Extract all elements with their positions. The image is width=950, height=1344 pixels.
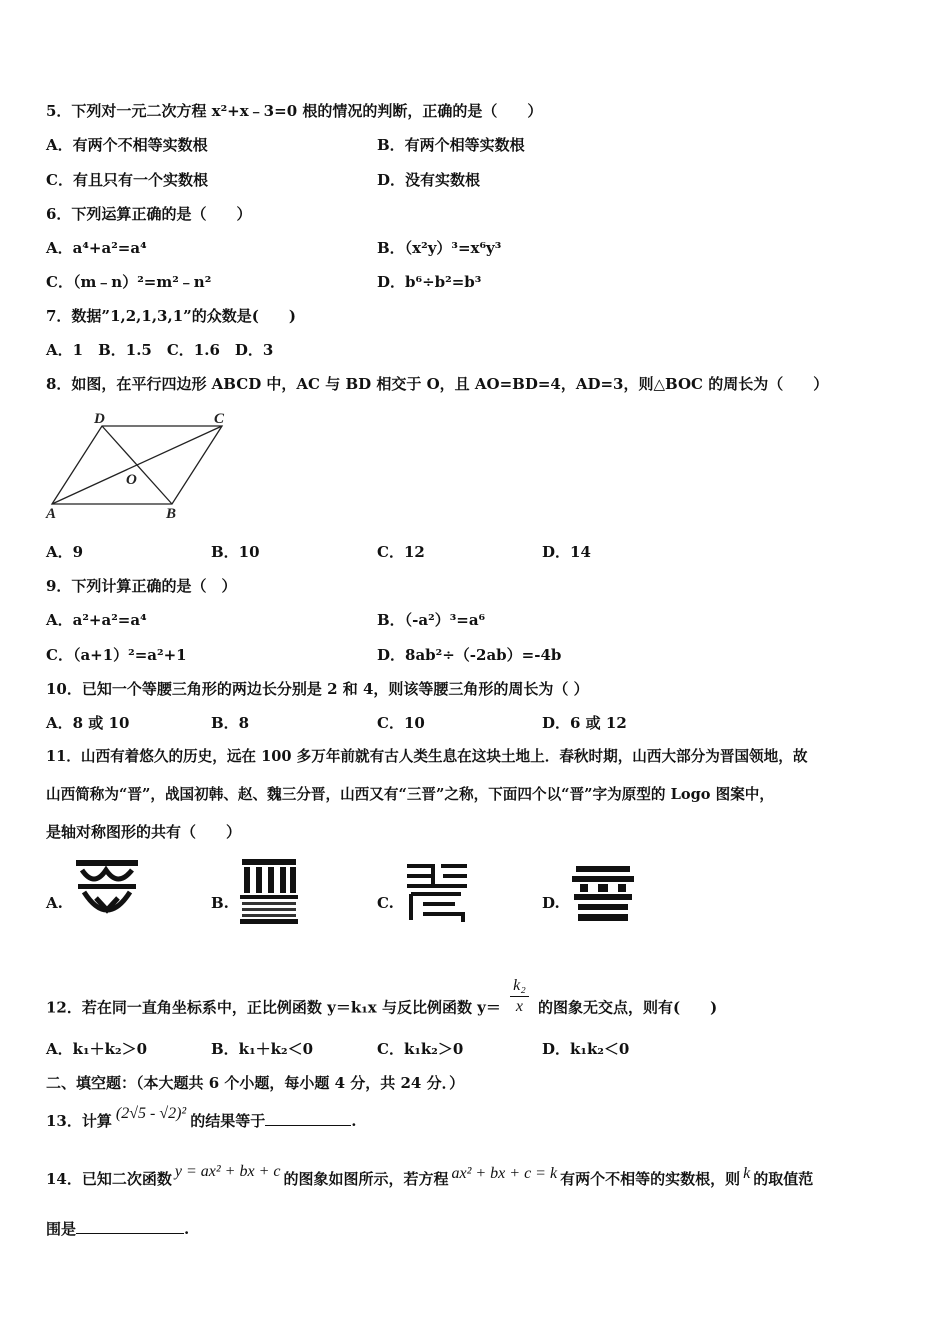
q11-line2: 山西简称为“晋”，战国初韩、赵、魏三分晋，山西又有“三晋”之称，下面四个以“晋”字为原型的 Logo 图案中， — [46, 786, 774, 803]
q5-stem: 5．下列对一元二次方程 x²+x﹣3=0 根的情况的判断，正确的是（ ） — [46, 102, 543, 120]
q8-option-d: D．14 — [542, 543, 591, 561]
q12-stem-post: 的图象无交点，则有( ) — [538, 998, 718, 1017]
q11-option-b: B. — [211, 894, 229, 912]
q14-pre: 14．已知二次函数 — [46, 1170, 172, 1188]
q6-option-b: B．（x²y）³=x⁶y³ — [377, 239, 502, 257]
q11-line1: 11．山西有着悠久的历史，远在 100 多万年前就有古人类生息在这块土地上．春秋时期，山西大部分为晋国领地，故 — [46, 748, 808, 765]
q9-stem: 9．下列计算正确的是（ ） — [46, 577, 237, 595]
parallelogram-figure — [44, 408, 230, 522]
q8-option-c: C．12 — [377, 543, 425, 561]
q14-answer-blank[interactable] — [76, 1219, 184, 1234]
q9-option-c: C．（a+1）²=a²+1 — [46, 646, 187, 664]
jin-logo-c-icon — [405, 862, 469, 924]
q12-frac-denominator: x — [515, 998, 524, 1015]
q11-option-d: D. — [542, 894, 560, 912]
label-c: C — [214, 411, 225, 427]
q6-option-a: A．a⁴+a²=a⁴ — [46, 239, 147, 257]
q5-option-d: D．没有实数根 — [377, 171, 481, 189]
label-b: B — [166, 506, 177, 522]
q12-option-d: D．k₁k₂＜0 — [542, 1040, 630, 1058]
q12-option-b: B．k₁＋k₂＜0 — [211, 1040, 314, 1058]
section-2-heading: 二、填空题：（本大题共 6 个小题，每小题 4 分，共 24 分．） — [46, 1074, 465, 1092]
q9-option-b: B．（-a²）³=a⁶ — [377, 611, 486, 629]
q12-fraction — [510, 976, 529, 1017]
q9-option-d: D．8ab²÷（-2ab）=-4b — [377, 646, 562, 664]
q10-option-c: C．10 — [377, 714, 425, 732]
label-d: D — [94, 411, 105, 427]
q10-option-b: B．8 — [211, 714, 250, 732]
q13-answer-blank[interactable] — [265, 1111, 351, 1126]
q8-option-b: B．10 — [211, 543, 260, 561]
q10-option-d: D．6 或 12 — [542, 714, 627, 732]
jin-logo-d-icon — [570, 864, 636, 924]
q5-option-b: B．有两个相等实数根 — [377, 136, 525, 154]
q10-option-a: A．8 或 10 — [46, 714, 130, 732]
q13-pre: 13．计算 — [46, 1112, 112, 1130]
q13-post: 的结果等于 — [190, 1112, 266, 1130]
q14-equation: ax² + bx + c = k — [451, 1165, 558, 1182]
q14-post: 的取值范 — [753, 1170, 814, 1188]
q14-mid2: 有两个不相等的实数根，则 — [560, 1170, 741, 1188]
q7-options: A．1 B．1.5 C．1.6 D．3 — [46, 341, 274, 359]
q11-option-c: C. — [377, 894, 394, 912]
q14-k: k — [743, 1165, 751, 1182]
q6-stem: 6．下列运算正确的是（ ） — [46, 205, 252, 223]
label-a: A — [46, 506, 57, 522]
q5-option-a: A．有两个不相等实数根 — [46, 136, 208, 154]
q14-function: y = ax² + bx + c — [174, 1163, 281, 1180]
q5-option-c: C．有且只有一个实数根 — [46, 171, 208, 189]
q11-line3: 是轴对称图形的共有（ ） — [46, 823, 242, 841]
q13 — [46, 1105, 357, 1133]
q6-option-c: C．（m﹣n）²=m²﹣n² — [46, 273, 212, 291]
q12-frac-numerator: k₂ — [510, 976, 529, 997]
q14-line1 — [46, 1163, 814, 1191]
q12-option-c: C．k₁k₂＞0 — [377, 1040, 464, 1058]
jin-logo-a-icon — [74, 858, 140, 924]
q10-stem: 10．已知一个等腰三角形的两边长分别是 2 和 4，则该等腰三角形的周长为（ ） — [46, 680, 589, 698]
q8-stem: 8．如图，在平行四边形 ABCD 中，AC 与 BD 相交于 O，且 AO=BD=4，AD=3，则△BOC 的周长为（ ） — [46, 375, 829, 393]
label-o: O — [126, 472, 137, 488]
q12-option-a: A．k₁＋k₂＞0 — [46, 1040, 148, 1058]
q6-option-d: D．b⁶÷b²=b³ — [377, 273, 482, 291]
q14-line2 — [46, 1218, 189, 1240]
q8-option-a: A．9 — [46, 543, 84, 561]
q14-end: . — [184, 1220, 190, 1238]
q12-stem-pre: 12．若在同一直角坐标系中，正比例函数 y＝k₁x 与反比例函数 y＝ — [46, 998, 501, 1017]
q9-option-a: A．a²+a²=a⁴ — [46, 611, 147, 629]
q14-mid: 的图象如图所示，若方程 — [283, 1170, 449, 1188]
jin-logo-b-icon — [238, 857, 300, 925]
q13-end: . — [351, 1112, 357, 1130]
q14-line2-text: 围是 — [46, 1220, 77, 1238]
q12-stem — [46, 977, 718, 1029]
q11-option-a: A. — [46, 894, 63, 912]
q13-expression: (2√5 - √2)² — [115, 1105, 187, 1122]
q7-stem: 7．数据”1,2,1,3,1”的众数是( ) — [46, 307, 296, 325]
